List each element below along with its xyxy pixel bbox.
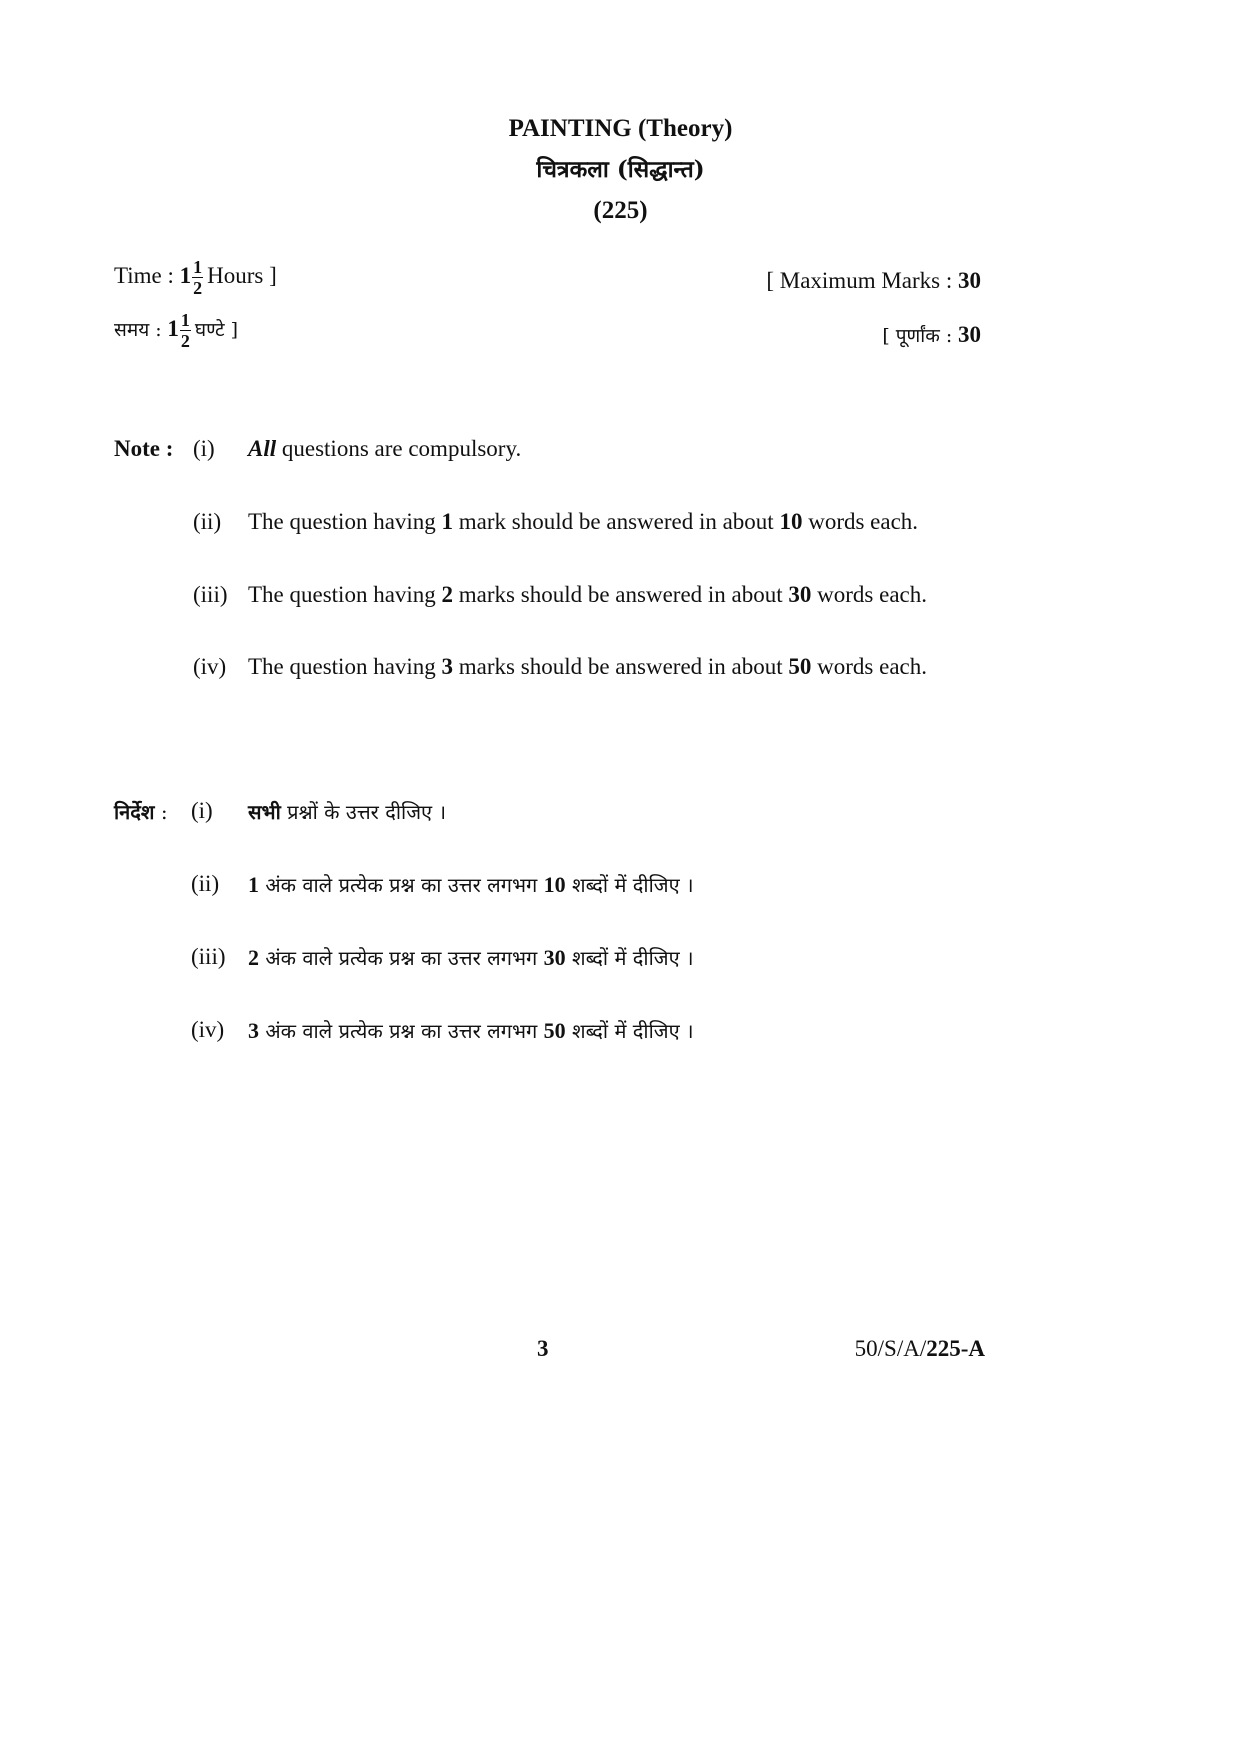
note-text: words each.	[802, 509, 919, 534]
note-text: marks should be answered in about	[453, 654, 789, 679]
time-fraction-num: 1	[193, 257, 203, 277]
max-marks-value-hindi: 30	[958, 322, 981, 347]
note-hindi-text: शब्दों में दीजिए ।	[565, 946, 694, 970]
note-hindi-item	[248, 944, 694, 971]
note-text: The question having	[248, 654, 442, 679]
exam-title-hindi: चित्रकला (सिद्धान्त)	[536, 156, 705, 183]
page-number: 3	[537, 1336, 549, 1361]
time-whole: 1	[179, 262, 192, 288]
time-fraction-num-hindi: 1	[180, 310, 190, 330]
note-hindi-text: अंक वाले प्रत्येक प्रश्न का उत्तर लगभग	[259, 946, 544, 970]
note-hindi-words: 30	[543, 945, 566, 970]
note-hindi-item-num: (iv)	[191, 1017, 225, 1042]
note-words: 10	[779, 509, 803, 534]
note-hindi-emphasis: सभी	[248, 800, 281, 824]
note-label-hindi-text: निर्देश	[114, 800, 155, 824]
time-fraction-den-hindi: 2	[180, 331, 190, 351]
time-unit-hindi: घण्टे ]	[194, 318, 238, 341]
note-hindi-text: शब्दों में दीजिए ।	[565, 1019, 694, 1043]
time-label: Time :	[114, 262, 174, 288]
paper-code-prefix: 50/S/A/	[854, 1336, 927, 1361]
note-words: 30	[788, 582, 812, 607]
note-text: questions are compulsory.	[276, 436, 522, 461]
exam-title: PAINTING (Theory)	[508, 115, 733, 142]
time-fraction	[192, 258, 203, 297]
note-text: The question having	[248, 509, 442, 534]
note-label-hindi	[114, 798, 168, 825]
time-label-hindi: समय :	[114, 318, 162, 341]
note-item-num: (iv)	[193, 654, 227, 679]
note-hindi-item	[248, 1017, 694, 1044]
time-fraction-den: 2	[193, 278, 203, 298]
time-whole-hindi: 1	[167, 315, 179, 341]
note-marks: 1	[441, 509, 454, 534]
time-unit: Hours ]	[207, 262, 277, 288]
note-text: marks should be answered in about	[453, 582, 789, 607]
note-hindi-item-num: (i)	[191, 798, 213, 823]
note-text: The question having	[248, 582, 442, 607]
note-hindi-item-num: (ii)	[191, 871, 220, 896]
note-hindi-text: अंक वाले प्रत्येक प्रश्न का उत्तर लगभग	[259, 873, 544, 897]
max-marks-label-hindi: [ पूर्णांक :	[882, 325, 953, 347]
note-text: words each.	[811, 654, 927, 679]
time-fraction-hindi	[180, 311, 191, 350]
note-words: 50	[788, 654, 812, 679]
note-item-num: (i)	[193, 436, 215, 461]
note-hindi-text: शब्दों में दीजिए ।	[565, 873, 694, 897]
note-label: Note :	[114, 436, 174, 461]
time-row	[114, 258, 277, 297]
max-marks-value: 30	[958, 268, 981, 293]
note-item	[248, 654, 927, 680]
max-marks-hindi	[882, 322, 981, 348]
note-item	[248, 436, 521, 462]
paper-code	[855, 1336, 985, 1362]
note-hindi-item	[248, 871, 694, 898]
note-marks: 3	[441, 654, 454, 679]
note-hindi-words: 50	[543, 1018, 566, 1043]
note-hindi-text: प्रश्नों के उत्तर दीजिए ।	[280, 800, 447, 824]
note-item	[248, 582, 927, 608]
note-emphasis: All	[248, 436, 277, 461]
max-marks-label: [ Maximum Marks :	[766, 268, 953, 293]
note-hindi-text: अंक वाले प्रत्येक प्रश्न का उत्तर लगभग	[259, 1019, 544, 1043]
note-item-num: (ii)	[193, 509, 222, 534]
note-hindi-marks: 3	[248, 1018, 259, 1043]
note-item	[248, 509, 918, 535]
note-text: mark should be answered in about	[453, 509, 780, 534]
paper-code-number: 225-A	[926, 1336, 985, 1361]
note-marks: 2	[441, 582, 454, 607]
note-text: words each.	[811, 582, 927, 607]
note-hindi-words: 10	[543, 872, 566, 897]
note-hindi-marks: 2	[248, 945, 259, 970]
time-row-hindi	[114, 311, 238, 350]
max-marks	[766, 268, 981, 294]
note-label-hindi-colon: :	[160, 800, 168, 824]
note-item-num: (iii)	[193, 582, 228, 607]
note-hindi-item-num: (iii)	[191, 944, 226, 969]
subject-code: (225)	[593, 197, 648, 224]
note-hindi-marks: 1	[248, 872, 259, 897]
note-hindi-item	[248, 798, 446, 825]
